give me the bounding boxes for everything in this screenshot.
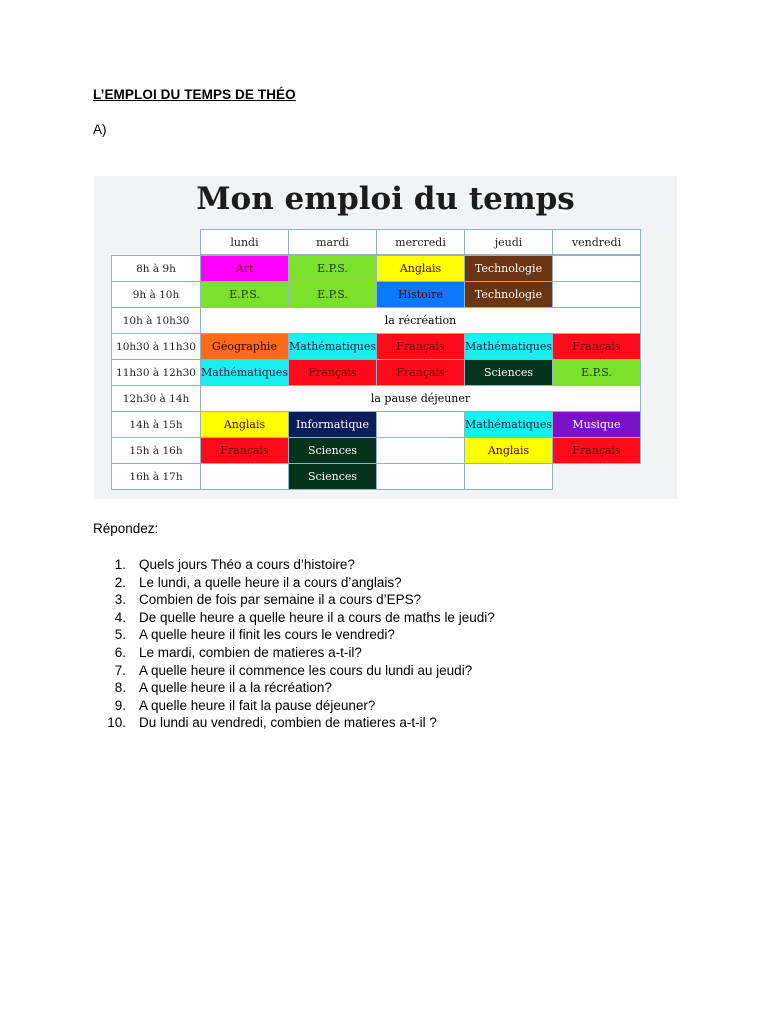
question-number: 9. — [114, 697, 126, 713]
question-number: 7. — [114, 662, 126, 678]
question-number: 6. — [114, 644, 126, 660]
questions-prompt: Répondez: — [93, 521, 159, 536]
question-item — [93, 714, 495, 732]
class-cell: Français — [288, 359, 377, 386]
class-cell: Français — [200, 437, 289, 464]
time-slot-1: 8h à 9h — [111, 255, 201, 282]
class-cell — [376, 463, 465, 490]
document-title: L’EMPLOI DU TEMPS DE THÉO — [93, 87, 296, 102]
time-slot-5: 11h30 à 12h30 — [111, 359, 201, 386]
class-cell — [376, 411, 465, 438]
day-header-3: mercredi — [376, 229, 465, 255]
class-cell: Technologie — [464, 281, 553, 308]
class-cell: Art — [200, 255, 289, 282]
class-cell: Français — [552, 437, 641, 464]
time-slot-6: 12h30 à 14h — [111, 385, 201, 412]
class-cell: Mathématiques — [200, 359, 289, 386]
question-number: 1. — [114, 557, 126, 572]
class-cell: Français — [552, 333, 641, 360]
class-cell: E.P.S. — [200, 281, 289, 308]
class-cell: E.P.S. — [288, 281, 377, 308]
question-text: A quelle heure il fait la pause déjeuner? — [139, 697, 376, 713]
time-slot-7: 14h à 15h — [111, 411, 201, 438]
timetable-title: Mon emploi du temps — [196, 181, 575, 217]
question-item — [93, 644, 495, 662]
class-cell: Sciences — [288, 437, 377, 464]
class-cell: Anglais — [376, 255, 465, 282]
question-item — [93, 574, 495, 592]
day-header-5: vendredi — [552, 229, 641, 255]
question-text: Le lundi, a quelle heure il a cours d’anglais? — [139, 574, 402, 590]
class-cell: Musique — [552, 411, 641, 438]
class-cell: Anglais — [200, 411, 289, 438]
question-number: 5. — [114, 627, 126, 643]
question-text: Du lundi au vendredi, combien de matieres a-t-il ? — [139, 715, 437, 731]
class-cell: Technologie — [464, 255, 553, 282]
day-header-4: jeudi — [464, 229, 553, 255]
class-cell: Mathématiques — [464, 333, 553, 360]
section-label: A) — [93, 122, 107, 137]
question-item — [93, 556, 495, 574]
class-cell: Géographie — [200, 333, 289, 360]
class-cell: Français — [376, 359, 465, 386]
question-text: A quelle heure il commence les cours du lundi au jeudi? — [139, 662, 473, 678]
question-text: De quelle heure a quelle heure il a cours de maths le jeudi? — [139, 609, 495, 625]
class-cell: Histoire — [376, 281, 465, 308]
question-text: A quelle heure il a la récréation? — [139, 680, 332, 696]
time-slot-8: 15h à 16h — [111, 437, 201, 464]
class-cell: Informatique — [288, 411, 377, 438]
time-slot-4: 10h30 à 11h30 — [111, 333, 201, 360]
question-number: 4. — [114, 609, 126, 625]
question-text: Quels jours Théo a cours d’histoire? — [139, 557, 355, 572]
class-cell — [552, 255, 641, 282]
question-number: 10. — [107, 715, 126, 731]
question-item — [93, 609, 495, 627]
class-cell: Français — [376, 333, 465, 360]
question-text: Le mardi, combien de matieres a-t-il? — [139, 644, 362, 660]
time-slot-9: 16h à 17h — [111, 463, 201, 490]
question-item — [93, 697, 495, 715]
class-cell — [376, 437, 465, 464]
time-slot-3: 10h à 10h30 — [111, 307, 201, 334]
class-cell — [200, 463, 289, 490]
question-item — [93, 626, 495, 644]
class-cell: E.P.S. — [288, 255, 377, 282]
question-item — [93, 662, 495, 680]
break-row: la récréation — [200, 307, 641, 334]
break-row: la pause déjeuner — [200, 385, 641, 412]
question-number: 3. — [114, 592, 126, 608]
timetable-image — [94, 176, 677, 499]
class-cell: E.P.S. — [552, 359, 641, 386]
day-header-2: mardi — [288, 229, 377, 255]
question-item — [93, 679, 495, 697]
question-number: 2. — [114, 574, 126, 590]
class-cell: Anglais — [464, 437, 553, 464]
time-slot-2: 9h à 10h — [111, 281, 201, 308]
question-item — [93, 591, 495, 609]
class-cell — [552, 281, 641, 308]
class-cell: Sciences — [288, 463, 377, 490]
class-cell: Mathématiques — [464, 411, 553, 438]
questions-list — [93, 556, 495, 732]
class-cell: Sciences — [464, 359, 553, 386]
class-cell — [464, 463, 553, 490]
question-text: Combien de fois par semaine il a cours d’EPS? — [139, 592, 422, 608]
class-cell: Mathématiques — [288, 333, 377, 360]
question-number: 8. — [114, 680, 126, 696]
question-text: A quelle heure il finit les cours le vendredi? — [139, 627, 395, 643]
day-header-1: lundi — [200, 229, 289, 255]
